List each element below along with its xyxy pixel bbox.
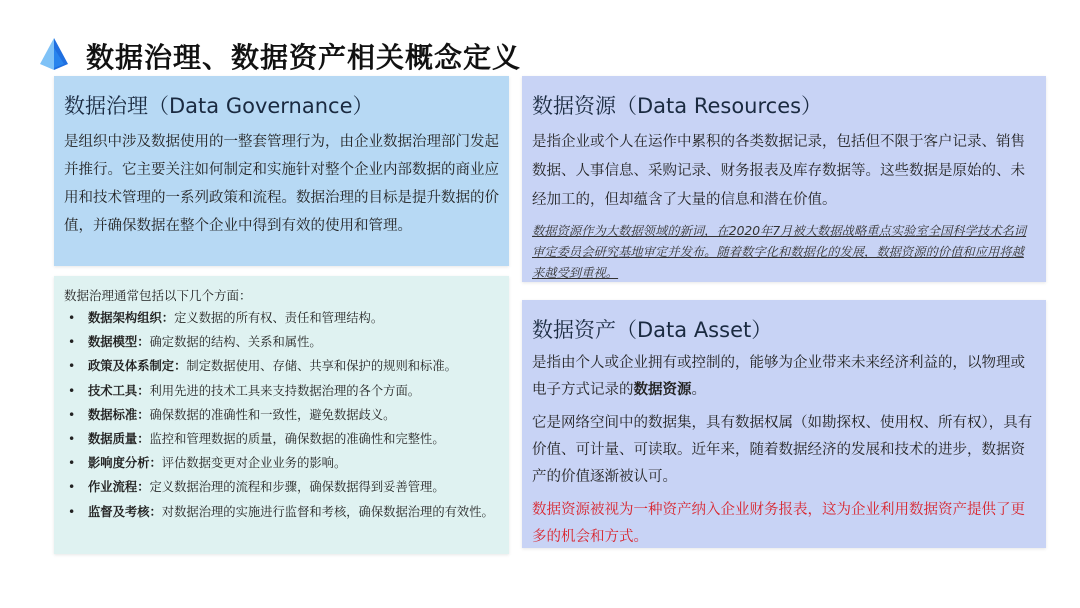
bullet: • <box>68 407 76 422</box>
page-title: 数据治理、数据资产相关概念定义 <box>86 41 522 74</box>
aspect-term: 数据架构组织： <box>88 311 175 325</box>
governance-body: 是组织中涉及数据使用的一整套管理行为，由企业数据治理部门发起并推行。它主要关注如何制定和实施针对整个企业内部数据的商业应用和技术管理的一系列政策和流程。数据治理的目标是提升数据的价值，并确保数据在整个企业中得到有效的使用和管理。 <box>64 134 499 234</box>
aspect-desc: 确定数据的结构、关系和属性。 <box>149 335 322 350</box>
resources-heading: 数据资源（Data Resources） <box>532 94 823 118</box>
list-item <box>64 479 499 495</box>
bullet: • <box>68 504 76 519</box>
aspect-desc: 监控和管理数据的质量，确保数据的准确性和完整性。 <box>149 431 445 446</box>
governance-heading: 数据治理（Data Governance） <box>64 94 374 118</box>
list-item <box>64 431 499 447</box>
list-item <box>64 504 499 520</box>
asset-card <box>522 300 1046 548</box>
aspect-term: 监督及考核： <box>88 504 162 519</box>
aspects-list <box>64 310 499 520</box>
governance-aspects-card <box>54 276 509 554</box>
bullet: • <box>68 456 76 471</box>
bullet: • <box>68 431 76 446</box>
asset-body-2: 它是网络空间中的数据集，具有数据权属（如勘探权、使用权、所有权），具有价值、可计量、可读取。近年来，随着数据经济的发展和技术的进步，数据资产的价值逐渐被认可。 <box>532 415 1033 485</box>
bullet: • <box>68 383 76 398</box>
bullet: • <box>68 335 76 350</box>
resources-body: 是指企业或个人在运作中累积的各类数据记录，包括但不限于客户记录、销售数据、人事信息、采购记录、财务报表及库存数据等。这些数据是原始的、未经加工的，但却蕴含了大量的信息和潜在价值。 <box>532 134 1025 208</box>
aspect-term: 影响度分析： <box>88 456 162 471</box>
list-item <box>64 407 499 423</box>
aspects-intro: 数据治理通常包括以下几个方面： <box>64 288 252 303</box>
list-item <box>64 455 499 471</box>
governance-card <box>54 76 509 266</box>
bullet: • <box>68 359 76 374</box>
aspect-desc: 对数据治理的实施进行监督和考核，确保数据治理的有效性。 <box>161 504 494 519</box>
aspect-desc: 定义数据的所有权、责任和管理结构。 <box>174 311 384 325</box>
resources-card <box>522 76 1046 282</box>
resources-note: 数据资源作为大数据领域的新词，在2020年7月被大数据战略重点实验室全国科学技术名词审定委员会研究基地审定并发布。随着数字化和数据化的发展，数据资源的价值和应用将越来越受到重视。 <box>532 224 1027 280</box>
list-item <box>64 310 499 326</box>
aspect-term: 作业流程： <box>88 480 150 495</box>
aspect-term: 数据模型： <box>88 335 150 350</box>
aspect-desc: 评估数据变更对企业业务的影响。 <box>161 456 347 471</box>
aspect-term: 政策及体系制定： <box>88 359 187 374</box>
aspect-desc: 确保数据的准确性和一致性，避免数据歧义。 <box>149 407 396 422</box>
asset-body-bold: 数据资源 <box>633 382 692 398</box>
list-item <box>64 334 499 350</box>
asset-body-text: 是指由个人或企业拥有或控制的，能够为企业带来未来经济利益的，以物理或电子方式记录的 <box>532 355 1025 398</box>
list-item <box>64 383 499 399</box>
asset-highlight: 数据资源被视为一种资产纳入企业财务报表，这为企业利用数据资产提供了更多的机会和方式。 <box>532 502 1025 545</box>
aspect-term: 数据标准： <box>88 407 150 422</box>
blue-crystal-logo-icon <box>40 38 68 70</box>
aspect-desc: 利用先进的技术工具来支持数据治理的各个方面。 <box>149 383 421 398</box>
aspect-desc: 制定数据使用、存储、共享和保护的规则和标准。 <box>186 359 457 374</box>
aspect-desc: 定义数据治理的流程和步骤，确保数据得到妥善管理。 <box>149 480 445 495</box>
bullet: • <box>68 480 76 495</box>
list-item <box>64 358 499 374</box>
asset-body <box>532 350 1036 404</box>
asset-heading: 数据资产（Data Asset） <box>532 318 773 342</box>
asset-body-end: 。 <box>691 382 706 398</box>
bullet: • <box>68 311 76 325</box>
aspect-term: 技术工具： <box>88 383 150 398</box>
aspect-term: 数据质量： <box>88 431 150 446</box>
